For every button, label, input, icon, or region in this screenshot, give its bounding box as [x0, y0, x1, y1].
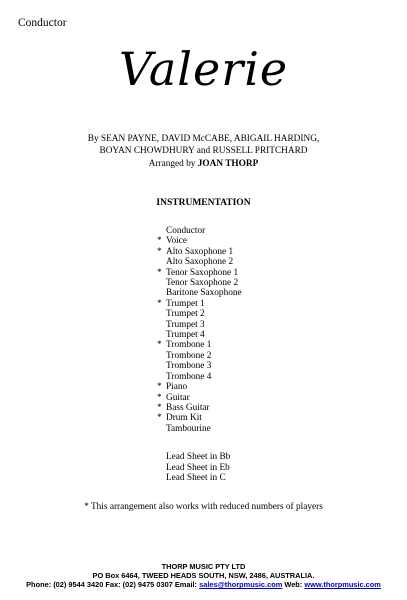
composers-line-2: BOYAN CHOWDHURY and RUSSELL PRITCHARD: [99, 146, 308, 157]
instrument-name: Tambourine: [166, 423, 211, 434]
optional-marker: *: [157, 392, 162, 403]
lead-sheet-item: Lead Sheet in Bb: [166, 452, 231, 462]
lead-sheet-item: Lead Sheet in Eb: [166, 462, 230, 473]
web-prefix: Web:: [284, 580, 303, 590]
lead-sheet-item: Lead Sheet in C: [166, 473, 226, 484]
company-name: THORP MUSIC PTY LTD: [161, 562, 246, 571]
optional-marker: *: [157, 402, 162, 413]
footnote: * This arrangement also works with reduced numbers of players: [84, 502, 323, 512]
email-link[interactable]: sales@thorpmusic.com: [199, 580, 283, 590]
instrument-name: Trumpet 3: [166, 319, 205, 330]
instrument-name: Trumpet 4: [166, 330, 205, 341]
instrumentation-heading: INSTRUMENTATION: [156, 198, 251, 208]
arranged-by-line: [0, 158, 407, 170]
instrument-item: [157, 299, 242, 309]
instrument-item: [157, 361, 242, 371]
footer: [0, 562, 407, 590]
instrument-item: [157, 257, 242, 267]
conductor-label: Conductor: [18, 17, 67, 29]
optional-marker: *: [157, 340, 162, 351]
instrument-name: Guitar: [166, 392, 190, 403]
composers-line-1: By SEAN PAYNE, DAVID McCABE, ABIGAIL HARDING,: [87, 134, 320, 144]
optional-marker: *: [157, 413, 162, 424]
instrument-name: Drum Kit: [166, 413, 202, 424]
instrument-name: Piano: [166, 382, 188, 393]
optional-marker: *: [157, 246, 162, 257]
credits: [0, 133, 407, 170]
instrument-name: Tenor Saxophone 1: [166, 267, 239, 278]
instrument-name: Trumpet 1: [166, 298, 205, 309]
instrument-item: [157, 320, 242, 330]
instrument-item: [157, 309, 242, 319]
contact-line: [0, 580, 407, 589]
lead-sheet-list: [166, 452, 230, 484]
instrument-item: [157, 351, 242, 361]
optional-marker: *: [157, 236, 162, 247]
instrument-item: [157, 330, 242, 340]
instrument-list: [157, 226, 242, 434]
instrument-name: Tenor Saxophone 2: [166, 278, 239, 289]
instrument-item: [157, 393, 242, 403]
instrument-item: [157, 382, 242, 392]
instrument-item: [157, 288, 242, 298]
instrument-item: [157, 247, 242, 257]
instrument-item: [157, 278, 242, 288]
instrument-name: Trumpet 2: [166, 309, 205, 320]
instrument-item: [157, 424, 242, 434]
arranger-name: JOAN THORP: [197, 158, 259, 169]
page-title: Valerie: [118, 42, 289, 96]
instrument-item: [157, 268, 242, 278]
instrument-item: [157, 413, 242, 423]
optional-marker: *: [157, 267, 162, 278]
instrument-name: Bass Guitar: [166, 402, 210, 413]
web-link[interactable]: www.thorpmusic.com: [304, 580, 381, 590]
instrument-item: [157, 403, 242, 413]
instrument-name: Alto Saxophone 1: [166, 246, 234, 257]
instrument-name: Trombone 2: [166, 350, 212, 361]
contact-prefix: Phone: (02) 9544 3420 Fax: (02) 9475 0307 Email:: [26, 580, 198, 590]
instrument-item: [157, 372, 242, 382]
optional-marker: *: [157, 382, 162, 393]
instrument-name: Trombone 3: [166, 361, 212, 372]
instrument-name: Conductor: [166, 226, 206, 236]
company-address: PO Box 6464, TWEED HEADS SOUTH, NSW, 2486, AUSTRALIA.: [92, 571, 315, 581]
instrument-item: [157, 236, 242, 246]
arranged-by-prefix: Arranged by: [148, 158, 196, 169]
instrument-item: [157, 340, 242, 350]
instrument-name: Trombone 1: [166, 340, 212, 351]
instrument-item: [157, 226, 242, 236]
instrument-name: Alto Saxophone 2: [166, 257, 234, 268]
instrument-name: Baritone Saxophone: [166, 288, 242, 299]
optional-marker: *: [157, 298, 162, 309]
instrument-name: Voice: [166, 236, 187, 247]
instrument-name: Trombone 4: [166, 371, 212, 382]
